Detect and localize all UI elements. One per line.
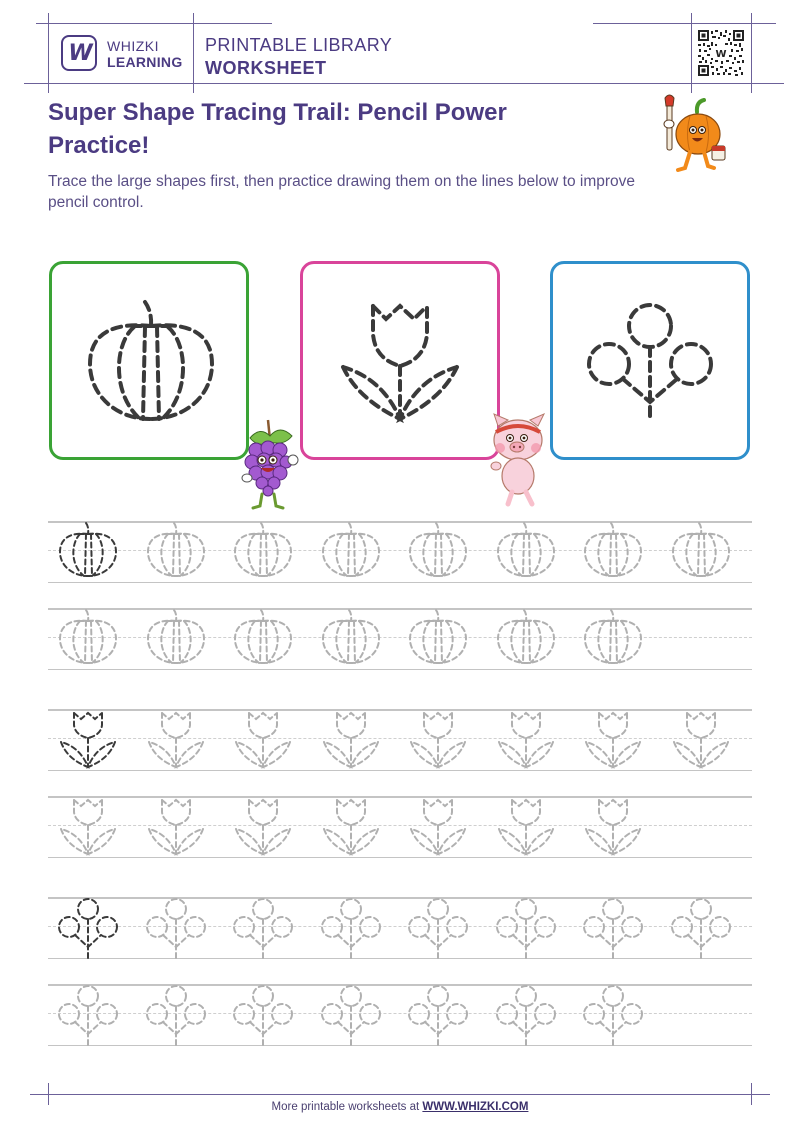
logo-letter: W [68,40,90,66]
tulip-trace-icon [570,709,656,771]
pumpkin-trace-icon [395,521,481,583]
header-top-rule-right [593,23,776,24]
tulip-trace-icon [308,796,394,858]
flower-trace-icon [133,897,219,959]
tulip-trace-icon [570,796,656,858]
footer-text: More printable worksheets at [271,1101,423,1113]
doc-type-label: WORKSHEET [205,58,327,78]
practice-row-flower[interactable] [48,897,752,959]
flower-trace-icon [133,984,219,1046]
flower-trace-icon [570,897,656,959]
pumpkin-tracing-icon [52,264,246,457]
pumpkin-painter-mascot [660,94,730,184]
flower-trace-icon [220,984,306,1046]
pumpkin-trace-icon [45,608,131,670]
tulip-trace-icon [45,796,131,858]
flower-trace-icon [483,984,569,1046]
flower-trace-icon [220,897,306,959]
tulip-trace-icon [220,709,306,771]
tulip-trace-icon [133,796,219,858]
worksheet-title: Super Shape Tracing Trail: Pencil Power Practice! [48,99,507,159]
practice-row-pumpkin[interactable] [48,608,752,670]
whizki-logo [61,35,97,71]
flower-trace-icon [45,897,131,959]
svg-text:W: W [715,49,727,60]
header-divider-mid [193,13,194,93]
shape-card-pumpkin [49,261,249,460]
pumpkin-trace-icon [308,521,394,583]
header-divider-left [48,13,49,93]
flower-tracing-icon [553,264,747,457]
pumpkin-trace-icon [220,521,306,583]
footer [0,1101,800,1113]
library-label: PRINTABLE LIBRARY [205,35,393,55]
flower-trace-icon [395,897,481,959]
tulip-trace-icon [220,796,306,858]
tulip-trace-icon [483,796,569,858]
flower-trace-icon [570,984,656,1046]
practice-row-flower[interactable] [48,984,752,1046]
header-top-rule [36,23,272,24]
grapes-mascot [240,418,300,510]
tulip-trace-icon [395,796,481,858]
pumpkin-trace-icon [133,608,219,670]
flower-trace-icon [658,897,744,959]
header-divider-qr-left [691,13,692,93]
practice-row-pumpkin[interactable] [48,521,752,583]
flower-trace-icon [395,984,481,1046]
pumpkin-trace-icon [220,608,306,670]
qr-code-icon[interactable] [698,30,744,76]
practice-row-tulip[interactable] [48,709,752,771]
pumpkin-trace-icon [570,608,656,670]
footer-website-link[interactable]: WWW.WHIZKI.COM [422,1101,529,1113]
brand-name: WHIZKI [107,38,159,54]
footer-rule [30,1094,770,1095]
pig-mascot [488,412,550,508]
pumpkin-trace-icon [570,521,656,583]
worksheet-instructions: Trace the large shapes first, then practice drawing them on the lines below to improve pencil control. [48,173,636,211]
pumpkin-trace-icon [483,521,569,583]
flower-trace-icon [308,984,394,1046]
pumpkin-trace-icon [658,521,744,583]
practice-row-tulip[interactable] [48,796,752,858]
flower-trace-icon [45,984,131,1046]
pumpkin-trace-icon [45,521,131,583]
shape-card-tulip [300,261,500,460]
flower-trace-icon [483,897,569,959]
tulip-trace-icon [133,709,219,771]
tulip-trace-icon [308,709,394,771]
pumpkin-trace-icon [133,521,219,583]
pumpkin-trace-icon [308,608,394,670]
tulip-trace-icon [45,709,131,771]
flower-trace-icon [308,897,394,959]
tulip-trace-icon [395,709,481,771]
tulip-trace-icon [658,709,744,771]
pumpkin-trace-icon [395,608,481,670]
shape-card-flower [550,261,750,460]
tulip-trace-icon [483,709,569,771]
pumpkin-trace-icon [483,608,569,670]
brand-subname: LEARNING [107,54,183,70]
tulip-tracing-icon [303,264,497,457]
header-divider-qr-right [751,13,752,93]
header-bottom-rule [24,83,784,84]
